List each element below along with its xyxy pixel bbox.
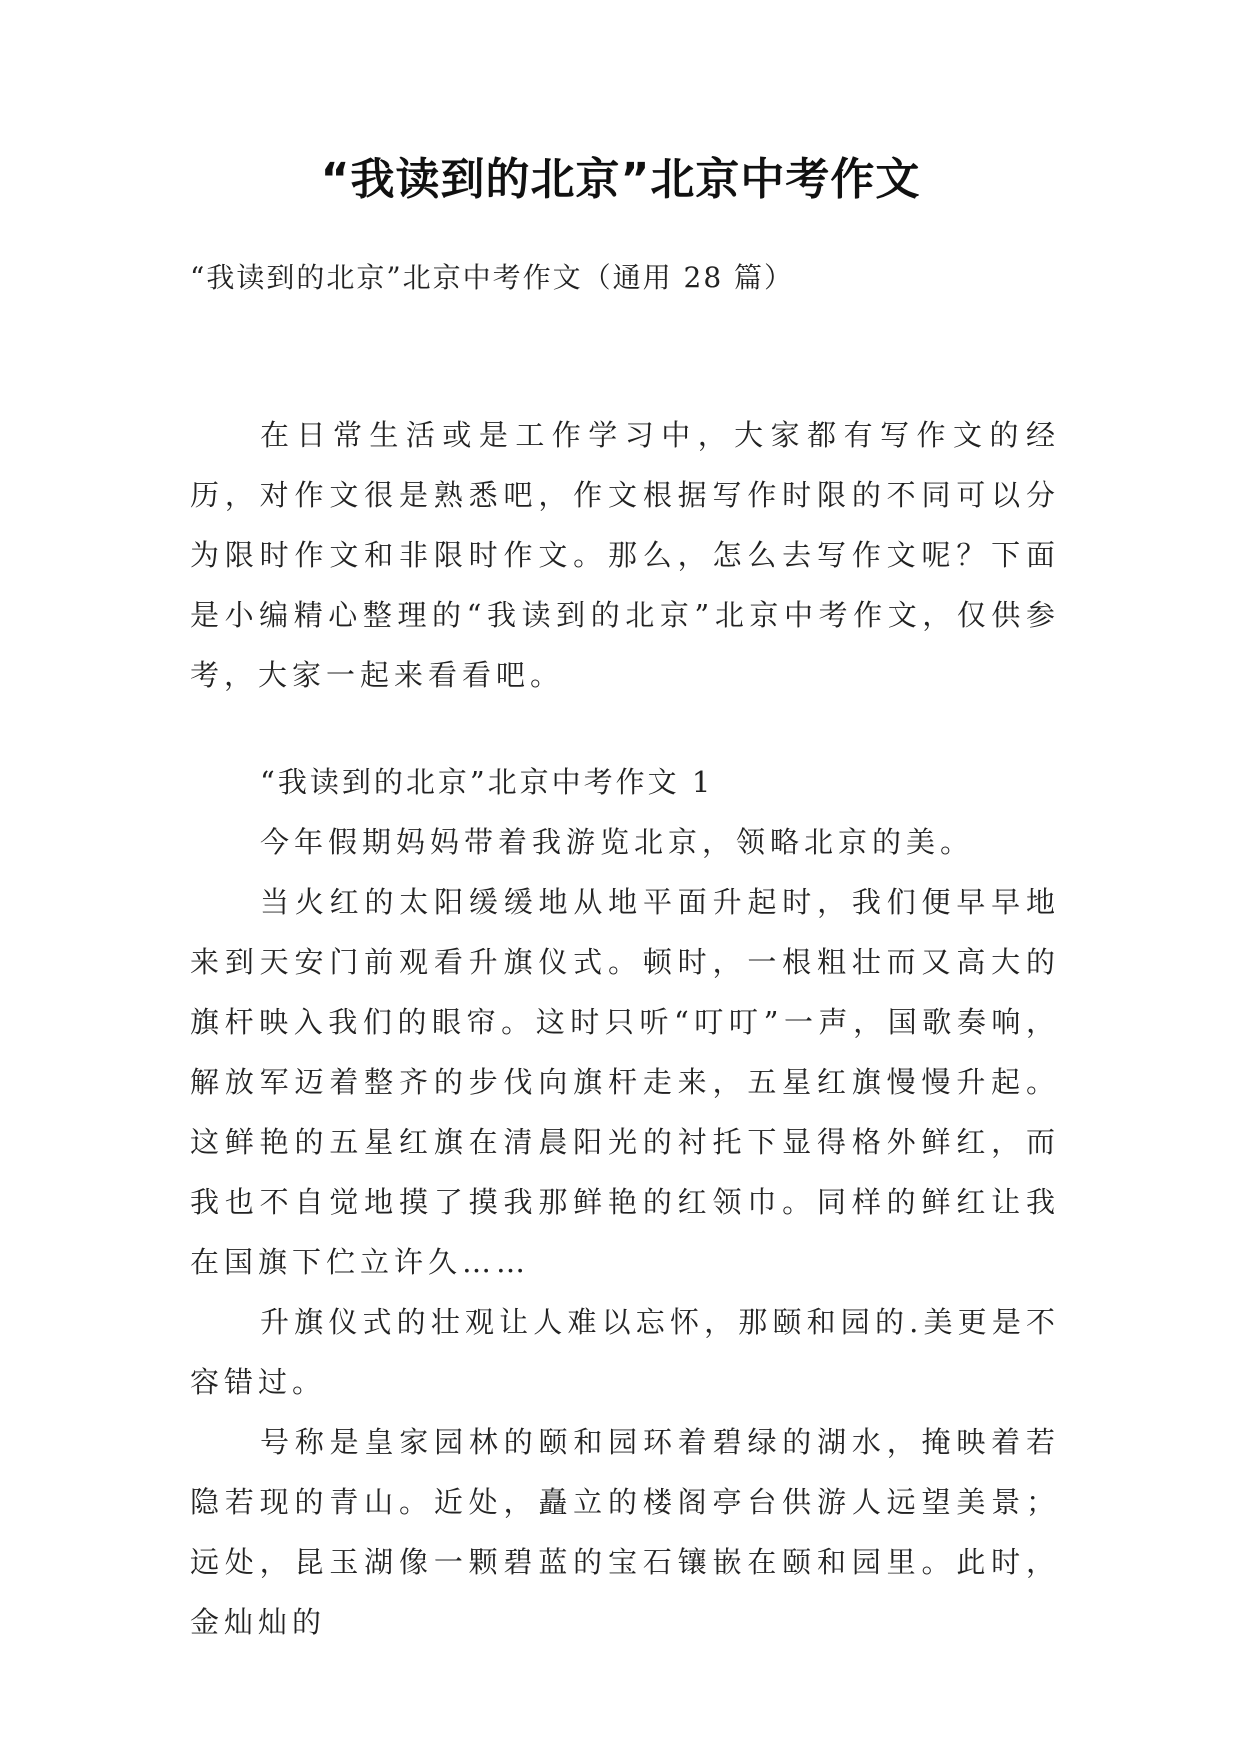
document-subtitle: “我读到的北京”北京中考作文（通用 28 篇）: [190, 261, 795, 294]
essay-paragraph: 今年假期妈妈带着我游览北京，领略北京的美。: [260, 825, 975, 859]
essay-paragraph: 号称是皇家园林的颐和园环着碧绿的湖水，掩映着若隐若现的青山。近处，矗立的楼阁亭台供游人远望美景；远处，昆玉湖像一颗碧蓝的宝石镶嵌在颐和园里。此时，金灿灿的: [190, 1425, 1060, 1639]
essay-section: [190, 752, 1060, 1652]
essay-paragraph: 当火红的太阳缓缓地从地平面升起时，我们便早早地来到天安门前观看升旗仪式。顿时，一根粗壮而又高大的旗杆映入我们的眼帘。这时只听“叮叮”一声，国歌奏响，解放军迈着整齐的步伐向旗杆走来，五星红旗慢慢升起。这鲜艳的五星红旗在清晨阳光的衬托下显得格外鲜红，而我也不自觉地摸了摸我那鲜艳的红领巾。同样的鲜红让我在国旗下伫立许久……: [190, 885, 1060, 1279]
essay-heading: “我读到的北京”北京中考作文 1: [260, 765, 714, 799]
document-title: “我读到的北京”北京中考作文: [320, 154, 921, 205]
essay-paragraph: 升旗仪式的壮观让人难以忘怀，那颐和园的.美更是不容错过。: [190, 1305, 1060, 1399]
intro-paragraph: 在日常生活或是工作学习中，大家都有写作文的经历，对作文很是熟悉吧，作文根据写作时限的不同可以分为限时作文和非限时作文。那么，怎么去写作文呢？下面是小编精心整理的“我读到的北京”北京中考作文，仅供参考，大家一起来看看吧。: [190, 418, 1060, 692]
